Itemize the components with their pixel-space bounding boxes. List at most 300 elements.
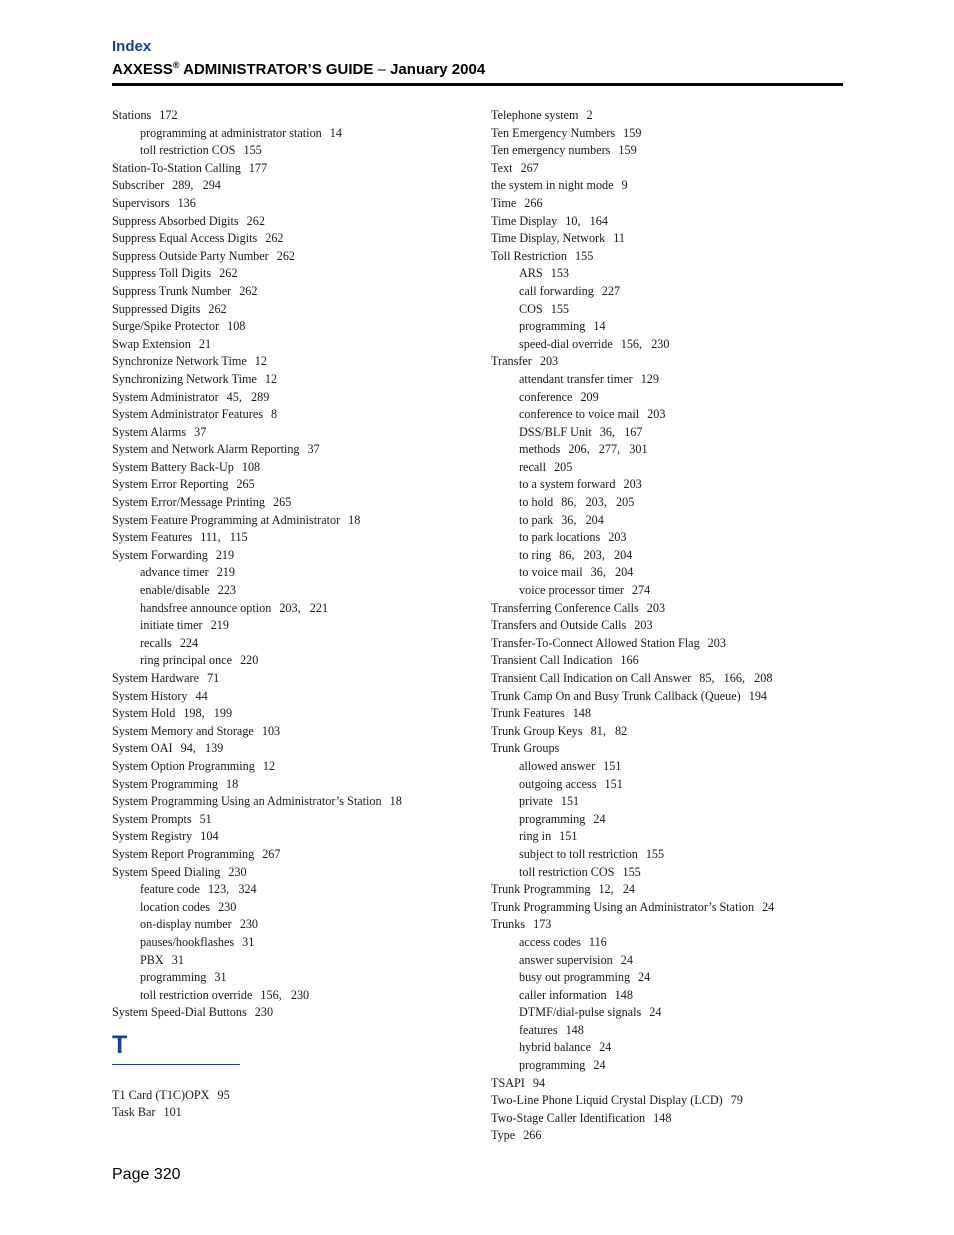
index-entry [112,107,472,125]
index-entry [112,441,472,459]
index-entry [112,371,472,389]
index-entry [491,740,843,758]
index-column-right [491,107,843,1145]
entry-term: Ten Emergency Numbers [491,125,616,140]
entry-pages: 108 [227,319,246,334]
entry-term: Trunk Group Keys [491,723,583,738]
entry-term: Subscriber [112,178,165,193]
index-entry [112,828,472,846]
index-entry [112,213,472,231]
index-subentry [491,265,843,283]
entry-term: ring in [519,829,552,844]
entry-pages: 24 [593,811,606,826]
index-entry [112,793,472,811]
index-subentry [491,336,843,354]
index-entry [112,283,472,301]
index-subentry [112,142,472,160]
entry-pages: 37 [307,442,320,457]
index-entry [491,1092,843,1110]
entry-term: ARS [519,266,543,281]
document-title [112,60,485,78]
index-entry [491,670,843,688]
index-subentry [491,283,843,301]
index-entry [112,248,472,266]
entry-pages: 36, 167 [599,424,643,439]
index-entry [491,617,843,635]
entry-term: Type [491,1128,516,1143]
entry-pages: 151 [604,776,623,791]
entry-term: on-display number [140,917,232,932]
entry-term: Suppress Absorbed Digits [112,213,239,228]
entry-term: answer supervision [519,952,613,967]
entry-term: Time Display, Network [491,231,606,246]
entry-term: System Speed-Dial Buttons [112,1005,247,1020]
entry-pages: 86, 203, 204 [559,547,633,562]
index-entry [491,1075,843,1093]
index-entry [491,723,843,741]
entry-term: System Error/Message Printing [112,495,266,510]
index-subentry [112,600,472,618]
index-subentry [491,934,843,952]
entry-term: toll restriction override [140,987,253,1002]
entry-pages: 18 [348,512,361,527]
index-column-left [112,107,472,1122]
entry-pages: 266 [524,195,543,210]
entry-pages: 262 [246,213,265,228]
entry-term: speed-dial override [519,336,613,351]
entry-pages: 267 [262,846,281,861]
entry-pages: 24 [649,1005,662,1020]
entry-pages: 198, 199 [183,706,233,721]
entry-pages: 219 [215,547,235,562]
entry-pages: 227 [601,283,621,298]
entry-term: Text [491,160,513,175]
entry-pages: 262 [265,231,284,246]
entry-pages: 156, 230 [260,987,310,1002]
index-entry [112,353,472,371]
entry-pages: 51 [199,811,212,826]
entry-pages: 31 [171,952,184,967]
index-entry [491,142,843,160]
entry-term: System Speed Dialing [112,864,221,879]
entry-pages: 101 [163,1105,182,1120]
entry-term: System Hardware [112,671,199,685]
index-entry [112,740,472,758]
entry-pages: 203 [539,354,559,369]
entry-term: System Programming [112,776,218,791]
entry-term: to a system forward [519,477,616,492]
entry-term: Two-Stage Caller Identification [491,1110,646,1125]
entry-pages: 12 [264,371,278,386]
entry-pages: 155 [622,864,641,879]
index-entry [112,547,472,565]
index-entry [112,160,472,178]
entry-term: the system in night mode [491,178,614,193]
entry-term: Station-To-Station Calling [112,160,241,175]
index-entry [112,336,472,354]
entry-term: to voice mail [519,565,583,580]
entry-pages: 267 [520,160,539,175]
entry-term: System OAI [112,741,173,756]
entry-term: feature code [140,882,200,897]
entry-pages: 151 [560,794,580,809]
index-subentry [491,512,843,530]
index-entry [112,529,472,547]
entry-pages: 18 [225,776,239,791]
section-letter-rule [112,1064,240,1065]
entry-pages: 262 [239,283,258,298]
entry-term: advance timer [140,565,209,580]
index-entry [112,670,472,688]
entry-term: Time [491,195,517,210]
index-subentry [491,969,843,987]
entry-pages: 203 [623,477,642,492]
index-entry [112,811,472,829]
entry-term: Suppress Equal Access Digits [112,231,258,246]
title-date: January 2004 [390,61,486,78]
index-entry [112,1087,472,1105]
index-entry [491,635,843,653]
entry-pages: 21 [198,336,212,351]
entry-pages: 12 [254,354,267,369]
index-entry [491,160,843,178]
entry-pages: 148 [565,1022,584,1037]
index-subentry [491,1004,843,1022]
section-heading: Index [112,38,152,55]
entry-pages: 86, 203, 205 [561,495,635,510]
entry-term: conference to voice mail [519,407,640,422]
index-list-t [112,1087,472,1122]
entry-pages: 129 [640,371,659,386]
entry-pages: 155 [550,301,569,316]
entry-term: Transient Call Indication on Call Answer [491,671,692,685]
entry-pages: 44 [195,688,208,703]
entry-pages: 12, 24 [598,882,635,897]
entry-term: T1 Card (T1C)OPX [112,1087,210,1102]
entry-pages: 203 [707,635,726,650]
entry-term: outgoing access [519,776,597,791]
index-subentry [491,564,843,582]
entry-pages: 219 [210,618,229,633]
entry-term: to park [519,512,554,527]
index-subentry [491,318,843,336]
entry-pages: 203 [646,600,666,615]
entry-term: System and Network Alarm Reporting [112,442,300,457]
entry-pages: 262 [219,266,238,281]
entry-term: Transient Call Indication [491,653,613,668]
index-entry [112,1004,472,1022]
entry-term: System Alarms [112,424,187,439]
index-subentry [491,441,843,459]
entry-pages: 148 [614,987,633,1002]
entry-pages: 230 [218,899,237,914]
entry-term: access codes [519,934,581,949]
entry-term: System Forwarding [112,547,208,562]
index-entry [112,406,472,424]
index-entry [112,758,472,776]
index-subentry [491,811,843,829]
entry-term: Suppressed Digits [112,301,201,316]
index-entry [112,494,472,512]
entry-pages: 12 [262,758,276,773]
entry-pages: 151 [603,758,622,773]
entry-pages: 36, 204 [590,565,634,580]
index-subentry [491,987,843,1005]
index-subentry [491,582,843,600]
entry-term: Transfer [491,354,532,369]
entry-pages: 10, 164 [565,213,608,228]
index-subentry [112,916,472,934]
entry-pages: 148 [653,1110,672,1125]
index-entry [491,705,843,723]
index-subentry [112,564,472,582]
index-entry [112,864,472,882]
entry-pages: 155 [575,248,594,263]
index-subentry [112,652,472,670]
title-brand: AXXESS [112,61,173,78]
entry-term: Trunk Programming Using an Administrator’s Station [491,899,755,914]
entry-term: Two-Line Phone Liquid Crystal Display (LCD) [491,1093,723,1108]
index-entry [112,688,472,706]
index-entry [112,389,472,407]
entry-term: programming [140,970,207,985]
entry-term: Supervisors [112,195,170,210]
index-subentry [112,881,472,899]
index-entry [112,723,472,741]
index-entry [112,230,472,248]
entry-term: System History [112,688,188,703]
index-subentry [491,371,843,389]
entry-pages: 123, 324 [207,882,257,897]
section-letter: T [112,1030,128,1059]
entry-pages: 230 [254,1005,274,1020]
index-list-s [112,107,472,1022]
entry-term: toll restriction COS [140,143,236,158]
entry-pages: 36, 204 [561,512,604,527]
index-subentry [491,846,843,864]
entry-term: Suppress Trunk Number [112,283,232,298]
entry-term: System Memory and Storage [112,723,254,738]
index-entry [112,195,472,213]
entry-term: TSAPI [491,1075,525,1090]
entry-term: Task Bar [112,1105,156,1120]
entry-term: handsfree announce option [140,600,272,615]
index-entry [112,512,472,530]
entry-term: hybrid balance [519,1040,592,1055]
index-subentry [491,793,843,811]
entry-term: Trunk Camp On and Busy Trunk Callback (Queue) [491,688,741,703]
title-rest: ADMINISTRATOR’S GUIDE [179,61,374,78]
index-entry [491,916,843,934]
entry-pages: 116 [588,934,607,949]
index-entry [491,230,843,248]
index-subentry [491,529,843,547]
index-entry [112,265,472,283]
entry-pages: 94 [532,1075,546,1090]
entry-term: System Programming Using an Administrator’s Station [112,794,382,809]
index-subentry [112,125,472,143]
entry-term: enable/disable [140,583,210,598]
entry-pages: 172 [159,108,178,122]
registered-mark: ® [172,60,180,70]
entry-term: Time Display [491,213,558,228]
entry-pages: 153 [550,266,569,281]
entry-pages: 265 [273,495,292,510]
entry-pages: 223 [217,583,236,598]
index-subentry [491,459,843,477]
entry-pages: 262 [276,248,296,263]
index-subentry [491,1057,843,1075]
entry-term: Toll Restriction [491,248,567,263]
entry-pages: 266 [523,1128,542,1143]
index-subentry [491,301,843,319]
entry-pages: 156, 230 [620,336,670,351]
entry-term: Trunk Programming [491,882,591,897]
index-subentry [491,828,843,846]
entry-pages: 95 [217,1087,230,1102]
entry-term: Trunks [491,917,526,932]
entry-term: conference [519,389,573,404]
index-subentry [491,424,843,442]
index-subentry [112,899,472,917]
entry-term: DSS/BLF Unit [519,424,592,439]
entry-term: to ring [519,547,552,562]
entry-term: programming at administrator station [140,125,322,140]
index-entry [491,600,843,618]
index-entry [491,213,843,231]
entry-term: Swap Extension [112,336,191,351]
index-entry [112,177,472,195]
index-subentry [491,547,843,565]
index-entry [112,476,472,494]
entry-term: Transfers and Outside Calls [491,618,627,633]
entry-term: System Battery Back-Up [112,459,234,474]
entry-pages: 24 [599,1040,612,1055]
entry-pages: 148 [572,706,591,721]
entry-term: programming [519,319,586,334]
entry-term: features [519,1022,558,1037]
entry-term: pauses/hookflashes [140,934,235,949]
entry-pages: 79 [730,1093,743,1108]
index-subentry [491,776,843,794]
index-subentry [491,952,843,970]
entry-term: location codes [140,899,211,914]
title-dash: – [373,61,391,78]
entry-term: DTMF/dial-pulse signals [519,1005,642,1020]
index-entry [491,881,843,899]
index-entry [112,846,472,864]
entry-pages: 289, 294 [172,178,221,193]
entry-pages: 155 [243,143,262,158]
entry-pages: 24 [638,970,651,985]
entry-pages: 31 [242,934,255,949]
index-entry [112,1104,472,1122]
header-rule [112,83,843,86]
entry-term: programming [519,811,586,826]
entry-term: Telephone system [491,108,579,122]
entry-term: System Administrator Features [112,407,263,422]
entry-pages: 71 [206,671,220,685]
index-entry [491,652,843,670]
entry-pages: 224 [179,635,199,650]
index-subentry [112,635,472,653]
entry-term: methods [519,442,561,457]
entry-term: Transferring Conference Calls [491,600,639,615]
index-entry [491,1110,843,1128]
entry-term: Synchronize Network Time [112,354,247,369]
entry-pages: 151 [559,829,578,844]
entry-term: private [519,794,553,809]
index-subentry [112,969,472,987]
index-subentry [112,934,472,952]
entry-pages: 104 [200,829,219,844]
entry-pages: 230 [239,917,259,932]
entry-pages: 209 [580,389,599,404]
entry-pages: 166 [620,653,639,668]
index-subentry [112,617,472,635]
entry-pages: 103 [261,723,281,738]
entry-term: Stations [112,108,152,122]
index-subentry [491,494,843,512]
entry-pages: 31 [214,970,227,985]
entry-pages: 111, 115 [200,530,248,545]
index-entry [491,125,843,143]
entry-pages: 194 [748,688,768,703]
index-entry [112,776,472,794]
index-subentry [491,1022,843,1040]
entry-term: System Hold [112,706,176,721]
entry-pages: 9 [621,178,628,193]
index-subentry [112,582,472,600]
entry-term: Trunk Features [491,706,565,721]
entry-term: allowed answer [519,758,596,773]
index-subentry [491,476,843,494]
index-subentry [112,952,472,970]
entry-pages: 173 [533,917,552,932]
entry-term: programming [519,1058,586,1073]
entry-term: to park locations [519,530,601,545]
index-subentry [491,1039,843,1057]
index-subentry [491,406,843,424]
index-entry [112,459,472,477]
index-subentry [491,758,843,776]
entry-pages: 219 [216,565,235,580]
entry-pages: 265 [236,477,255,492]
entry-pages: 11 [613,231,625,246]
entry-term: subject to toll restriction [519,846,638,861]
entry-pages: 45, 289 [226,389,270,404]
entry-pages: 24 [762,899,775,914]
index-subentry [491,864,843,882]
entry-pages: 14 [329,125,342,140]
entry-pages: 203, 221 [279,600,329,615]
entry-pages: 159 [623,125,642,140]
page-number: Page 320 [112,1166,181,1183]
entry-term: COS [519,301,543,316]
entry-term: Surge/Spike Protector [112,319,220,334]
entry-pages: 136 [177,195,196,210]
letter-section-t [112,1030,472,1065]
entry-pages: 85, 166, 208 [699,671,773,685]
entry-term: System Report Programming [112,846,255,861]
entry-term: call forwarding [519,283,594,298]
entry-term: Transfer-To-Connect Allowed Station Flag [491,635,700,650]
index-entry [491,107,843,125]
index-entry [112,318,472,336]
entry-term: System Administrator [112,389,219,404]
entry-term: System Option Programming [112,758,255,773]
entry-pages: 24 [593,1058,606,1073]
